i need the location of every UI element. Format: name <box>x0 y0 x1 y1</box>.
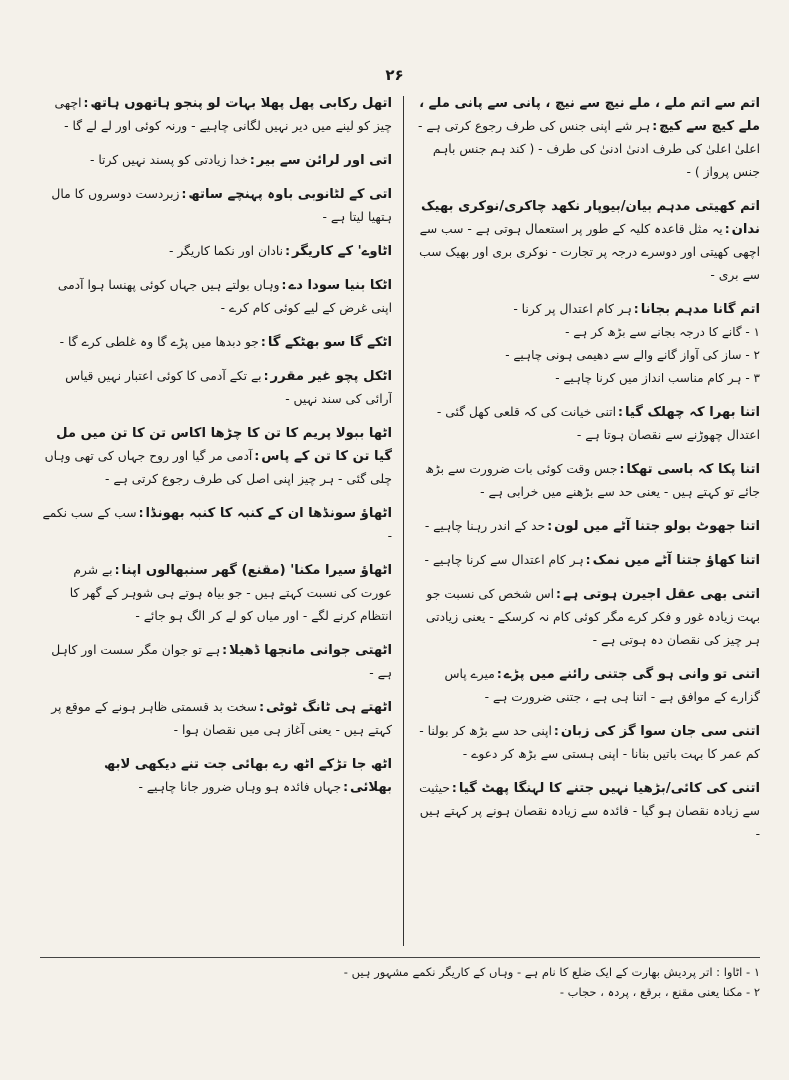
entry-colon: : <box>259 700 264 714</box>
meaning-sub-item: ۳ - ہر کام مناسب انداز میں کرنا چاہیے - <box>555 371 760 385</box>
proverb-headword: اٹاوے' کے کاریگر <box>291 244 392 259</box>
proverb-headword: اتنا پکا کہ باسی تھکا <box>626 462 760 477</box>
proverb-entry <box>40 240 392 263</box>
proverb-entry <box>40 331 392 354</box>
proverb-meaning: ہر کام اعتدال پر کرنا - <box>513 302 632 316</box>
proverb-headword: اٹکے گا سو بھٹکے گا <box>267 335 392 350</box>
proverb-headword: اتی کے لٹانوبی باوہ پہنچے ساتھ <box>188 187 392 202</box>
proverb-meaning: جہاں فائدہ ہو وہاں ضرور جانا چاہیے - <box>138 780 342 794</box>
entry-colon: : <box>181 187 187 201</box>
proverb-entry <box>412 458 760 504</box>
left-column <box>40 92 392 942</box>
proverb-headword: اتم کھیتی مدہم بیان/بیوپار نکھد چاکری/نوکری بھیک ندان <box>420 199 760 237</box>
proverb-headword: اٹھا ببولا پریم کا تن کا چڑھا اکاس تن کا تن میں مل گیا تن کا تن کے پاس <box>56 426 392 464</box>
proverb-meaning: سب کے سب نکمے - <box>42 506 392 543</box>
proverb-headword: اتم گانا مدہم بجانا <box>640 302 760 317</box>
proverb-meaning: آدمی مر گیا اور روح جہاں کی تھی وہاں چلی گئی - ہر چیز اپنی اصل کی طرف رجوع کرتی ہے - <box>44 449 392 486</box>
entry-colon: : <box>249 153 255 167</box>
proverb-meaning: ہر شے اپنی جنس کی طرف رجوع کرتی ہے - اعلیٰ اعلیٰ کی طرف ادنیٰ ادنیٰ کی طرف - ( کند ہم جنس باہم جنس پرواز ) - <box>417 119 760 179</box>
entry-colon: : <box>451 781 457 795</box>
proverb-entry <box>40 559 392 628</box>
footnote-2: ۲ - مکنا یعنی مقنع ، برقع ، پردہ ، حجاب - <box>559 985 760 999</box>
entry-colon: : <box>114 563 120 577</box>
proverb-headword: اٹھتے ہی ٹانگ ٹوٹی <box>265 700 392 715</box>
proverb-entry <box>40 183 392 229</box>
proverb-headword: اٹکل پچو غیر مقرر <box>270 369 392 384</box>
proverb-entry <box>412 515 760 538</box>
entry-colon: : <box>619 462 625 476</box>
proverb-headword: اتنی تو وانی ہو گی جتنی رائنے میں پڑے <box>503 667 760 682</box>
proverb-headword: اتنی بھی عقل اجیرن ہوتی ہے <box>562 587 760 602</box>
proverb-meaning: نادان اور نکما کاریگر - <box>168 244 284 258</box>
meaning-sub-item: ۲ - ساز کی آواز گانے والے سے دھیمی ہونی چاہیے - <box>505 348 760 362</box>
proverb-entry <box>412 92 760 184</box>
proverb-headword: اٹھ جا تڑکے اٹھ رے بھائی جت تنے دیکھی لابھ بھلائی <box>103 757 392 795</box>
footnote-1: ۱ - اٹاوا : اتر پردیش بھارت کے ایک ضلع کا نام ہے - وہاں کے کاریگر نکمے مشہور ہیں - <box>343 965 760 979</box>
proverb-headword: اتنا جھوٹ بولو جتنا آٹے میں لون <box>554 519 760 534</box>
proverb-entry <box>40 639 392 685</box>
proverb-headword: اتنی کی کائی/بڑھیا نہیں جتنے کا لہنگا پھٹ گیا <box>458 781 760 796</box>
proverb-entry <box>412 720 760 766</box>
proverb-headword: اتھل رکابی پھل پھلا بہات لو پنجو ہاتھوں ہاتھ <box>90 96 392 111</box>
proverb-headword: اتنی سی جان سوا گز کی زبان <box>560 724 760 739</box>
entry-colon: : <box>343 780 349 794</box>
proverb-meaning: اتنی خیانت کی کہ قلعی کھل گئی - اعتدال چھوڑنے سے نقصان ہوتا ہے - <box>436 405 760 442</box>
entry-colon: : <box>556 587 561 601</box>
proverb-headword: اتم سے اتم ملے ، ملے نیچ سے نیچ ، پانی سے پانی ملے ، ملے کیچ سے کیچ <box>419 96 760 134</box>
entry-colon: : <box>83 96 89 110</box>
proverb-headword: اٹھاؤ سونڈھا ان کے کنبہ کا کنبہ بھونڈا <box>145 506 392 521</box>
entry-colon: : <box>652 119 658 133</box>
proverb-meaning: حد کے اندر رہنا چاہیے - <box>424 519 546 533</box>
footnotes <box>40 962 760 1002</box>
proverb-entry <box>40 365 392 411</box>
proverb-entry <box>40 274 392 320</box>
entry-colon: : <box>222 643 228 657</box>
entry-colon: : <box>254 449 260 463</box>
entry-colon: : <box>585 553 591 567</box>
proverb-meaning: ہر کام اعتدال سے کرنا چاہیے - <box>424 553 584 567</box>
entry-colon: : <box>724 222 730 236</box>
meaning-sub-item: ۱ - گانے کا درجہ بجانے سے بڑھ کر ہے - <box>565 325 760 339</box>
proverb-meaning: اپنی حد سے بڑھ کر بولنا - کم عمر کا بہت باتیں بنانا - اپنی ہستی سے بڑھ کر دعوے - <box>419 724 760 761</box>
entry-colon: : <box>547 519 553 533</box>
proverb-meaning: بے تکے آدمی کا کوئی اعتبار نہیں قیاس آرائی کی سند نہیں - <box>65 369 392 406</box>
entry-colon: : <box>633 302 639 316</box>
proverb-meaning: خدا زیادتی کو پسند نہیں کرتا - <box>89 153 248 167</box>
right-column <box>412 92 760 942</box>
proverb-meaning: وہاں بولتے ہیں جہاں کوئی پھنسا ہوا آدمی اپنی غرض کے لیے کوئی کام کرے - <box>57 278 392 315</box>
footnote-rule <box>40 957 760 958</box>
proverb-meaning: زبردست دوسروں کا مال ہتھیا لیتا ہے - <box>51 187 392 224</box>
proverb-headword: اٹھتی جوانی مانجھا ڈھیلا <box>229 643 392 658</box>
proverb-meaning: جو دبدھا میں پڑے گا وہ غلطی کرے گا - <box>59 335 259 349</box>
proverb-meaning: اچھی چیز کو لینے میں دیر نہیں لگانی چاہیے - ورنہ کوئی اور لے لے گا - <box>54 96 392 133</box>
proverb-meaning: میرے پاس گزارے کے موافق ہے - اتنا ہی ہے ، جتنی ضرورت ہے - <box>444 667 760 704</box>
entry-colon: : <box>138 506 144 520</box>
proverb-meaning: حیثیت سے زیادہ نقصان ہو گیا - فائدہ سے زیادہ نقصان ہونے پر کہتے ہیں - <box>419 781 760 841</box>
proverb-entry <box>40 422 392 491</box>
proverb-meaning: یہ مثل قاعدہ کلیہ کے طور پر استعمال ہوتی ہے - سب سے اچھی کھیتی اور دوسرے درجہ پر تجارت - نوکری بری اور بھیک سب سے بری - <box>419 222 760 282</box>
proverb-entry <box>412 195 760 287</box>
proverb-entry <box>412 777 760 846</box>
column-divider <box>403 96 404 946</box>
entry-colon: : <box>263 369 269 383</box>
entry-colon: : <box>618 405 623 419</box>
entry-colon: : <box>260 335 266 349</box>
proverb-meaning: ہے تو جوان مگر سست اور کاہل ہے - <box>51 643 392 680</box>
proverb-entry <box>412 663 760 709</box>
proverb-meaning: سخت بد قسمتی ظاہر ہونے کے موقع پر کہتے ہیں - یعنی آغاز ہی میں نقصان ہوا - <box>51 700 392 737</box>
proverb-headword: اتی اور لرائن سے بیر <box>256 153 392 168</box>
proverb-entry <box>412 401 760 447</box>
proverb-entry <box>412 583 760 652</box>
entry-colon: : <box>285 244 290 258</box>
proverb-headword: اتنا بھرا کہ چھلک گیا <box>624 405 760 420</box>
proverb-entry <box>412 298 760 390</box>
entry-colon: : <box>553 724 559 738</box>
proverb-meaning: بے شرم عورت کی نسبت کہتے ہیں - جو بیاہ ہوتے ہی شوہر کے گھر کا انتظام کرنے لگے - اور میاں کو لے کر الگ ہو جائے - <box>69 563 392 623</box>
proverb-meaning: جس وقت کوئی بات ضرورت سے بڑھ جائے تو کہتے ہیں - یعنی حد سے بڑھنے میں خرابی ہے - <box>425 462 760 499</box>
proverb-entry <box>412 549 760 572</box>
entry-colon: : <box>496 667 502 681</box>
page-number: ۲۶ <box>385 66 404 84</box>
proverb-entry <box>40 696 392 742</box>
proverb-headword: اتنا کھاؤ جتنا آٹے میں نمک <box>592 553 760 568</box>
proverb-entry <box>40 92 392 138</box>
proverb-entry <box>40 149 392 172</box>
proverb-meaning: اس شخص کی نسبت جو بہت زیادہ غور و فکر کرے مگر کوئی کام نہ کرسکے - یعنی زیادتی ہر چیز کی نقصان دہ ہوتی ہے - <box>425 587 760 647</box>
proverb-entry <box>40 502 392 548</box>
proverb-headword: اٹھاؤ سیرا مکنا' (مقنع) گھر سنبھالوں اپنا <box>121 563 392 578</box>
proverb-entry <box>40 753 392 799</box>
entry-colon: : <box>281 278 287 292</box>
proverb-headword: اٹکا بنیا سودا دے <box>288 278 392 293</box>
